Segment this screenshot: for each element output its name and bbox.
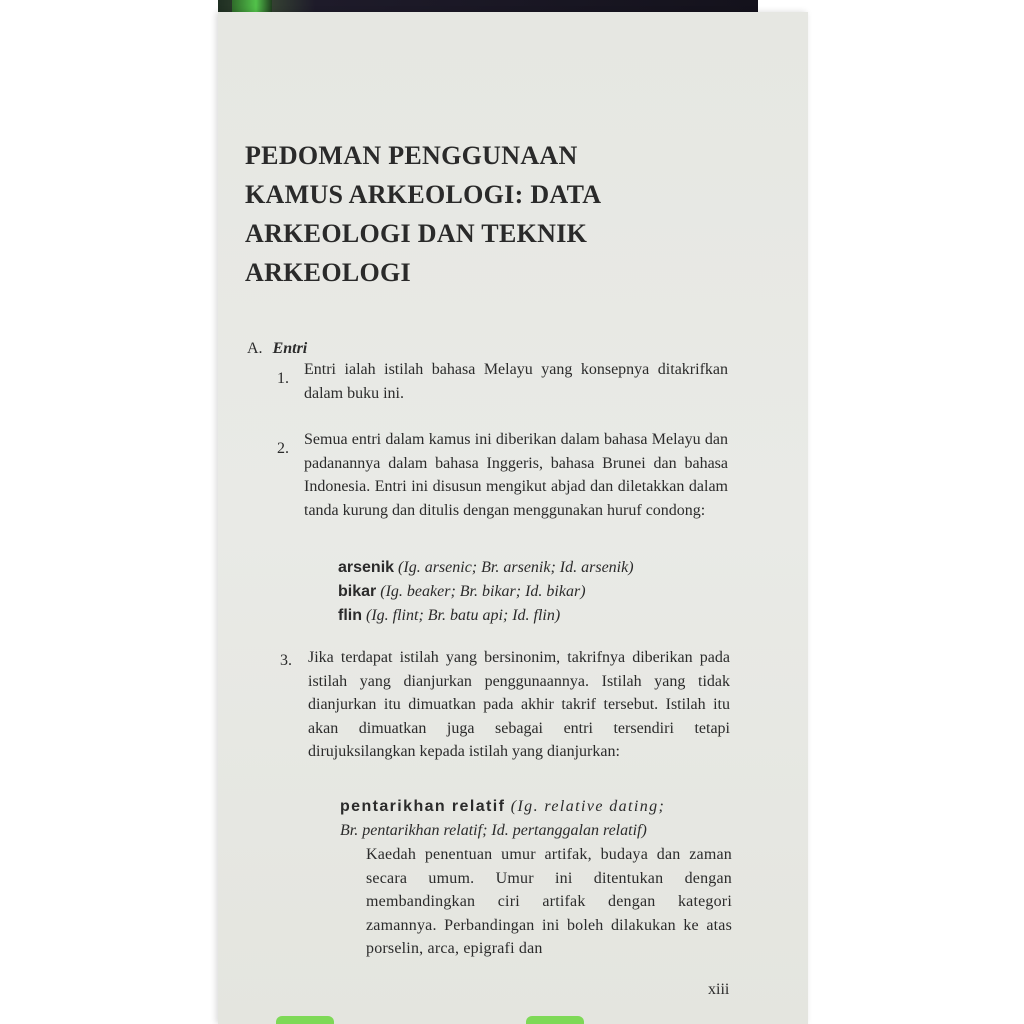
item-number: 1. [277, 370, 289, 387]
example-gloss: (Ig. flint; Br. batu api; Id. flin) [366, 607, 561, 624]
definition-body: Kaedah penentuan umur artifak, budaya dan zaman secara umum. Umur ini ditentukan dengan membandingkan ciri artifak dengan kategori zamannya. Perbandingan ini boleh dilakukan ke atas porselin, arca, epigrafi dan [366, 846, 732, 957]
item-text: Entri ialah istilah bahasa Melayu yang konsepnya ditakrifkan dalam buku ini. [304, 361, 728, 402]
definition-heading [340, 795, 732, 819]
example-term: flin [338, 607, 362, 624]
page-title: PEDOMAN PENGGUNAAN KAMUS ARKEOLOGI: DATA ARKEOLOGI DAN TEKNIK ARKEOLOGI [245, 141, 602, 287]
definition-gloss-line2: Br. pentarikhan relatif; Id. pertanggalan relatif) [340, 822, 647, 839]
example-entry [338, 556, 634, 580]
page-number: xiii [708, 981, 730, 998]
section-letter: A. [247, 340, 263, 357]
definition-gloss-line1: (Ig. relative dating; [510, 798, 666, 815]
example-entry [338, 604, 560, 628]
example-gloss: (Ig. arsenic; Br. arsenik; Id. arsenik) [398, 559, 634, 576]
example-term: bikar [338, 583, 377, 600]
item-text: Semua entri dalam kamus ini diberikan dalam bahasa Melayu dan padanannya dalam bahasa Inggeris, bahasa Brunei dan bahasa Indonesia. Entri ini disusun mengikut abjad dan diletakkan dalam tanda kurung dan ditulis dengan menggunakan huruf condong: [304, 431, 728, 519]
section-heading [247, 340, 307, 358]
definition-gloss-line [340, 819, 647, 843]
section-label: Entri [272, 340, 308, 357]
green-tab-right [526, 1016, 584, 1024]
item-number: 3. [280, 652, 292, 669]
green-tab-left [276, 1016, 334, 1024]
example-gloss: (Ig. beaker; Br. bikar; Id. bikar) [380, 583, 586, 600]
example-term: arsenik [338, 559, 395, 576]
example-entry [338, 580, 586, 604]
definition-term: pentarikhan relatif [340, 798, 506, 815]
item-text: Jika terdapat istilah yang bersinonim, takrifnya diberikan pada istilah yang dianjurkan penggunaannya. Istilah yang tidak dianjurkan itu dimuatkan pada akhir takrif tersebut. Istilah itu akan dimuatkan juga sebagai entri tersendiri tetapi dirujuksilangkan kepada istilah yang dianjurkan: [308, 649, 730, 760]
item-number: 2. [277, 440, 289, 457]
